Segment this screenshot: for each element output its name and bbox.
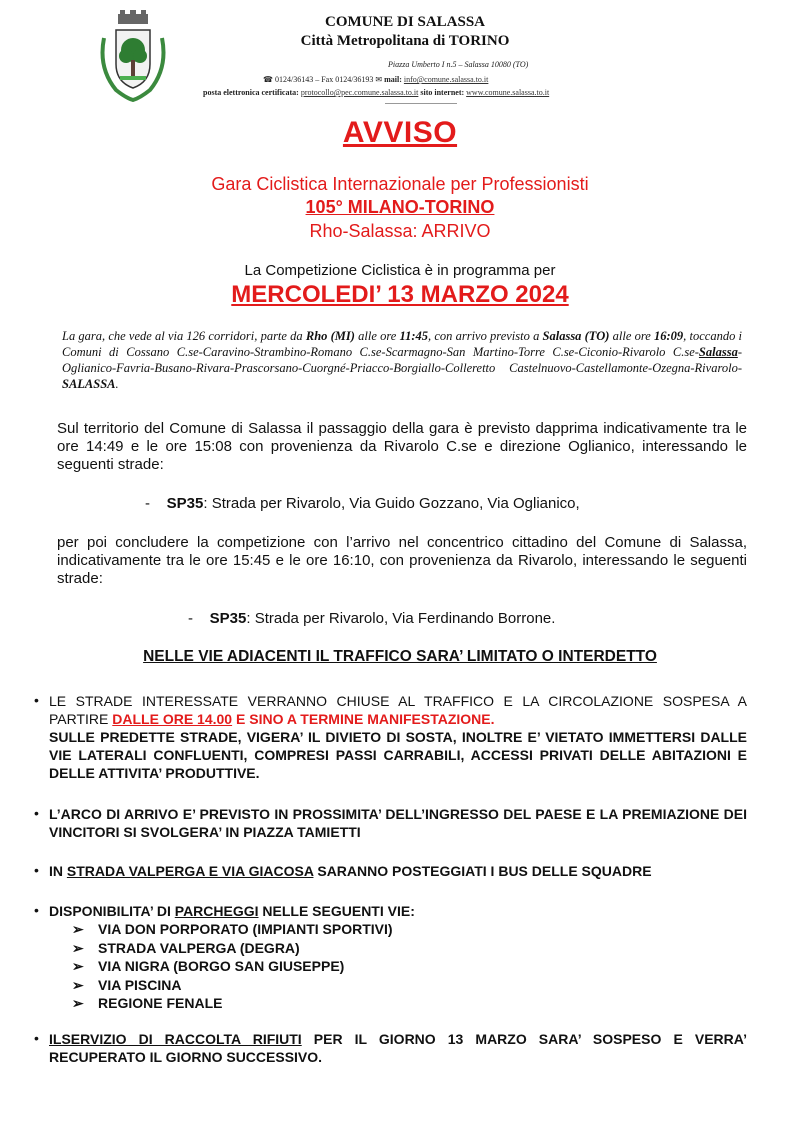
bullet-icon: • [34, 692, 39, 708]
notice-title: AVVISO [342, 116, 458, 149]
road-code: SP35 [166, 495, 204, 512]
team-bus-item [49, 862, 747, 880]
intro-salassa: Salassa [698, 345, 738, 359]
road-names: : Strada per Rivarolo, Via Guido Gozzano, Via Oglianico, [203, 495, 580, 512]
phone-fax: 0124/36143 – Fax 0124/36193 [274, 75, 374, 84]
letterhead [0, 0, 800, 112]
municipal-crest-icon [96, 8, 170, 102]
parking-word: PARCHEGGI [174, 903, 259, 919]
contact-line [263, 75, 488, 84]
bullet-icon: • [34, 805, 39, 821]
arrow-bullet-icon: ➢ [72, 939, 84, 956]
parking-location: VIA DON PORPORATO (IMPIANTI SPORTIVI) [98, 921, 393, 937]
road-list-item [188, 610, 555, 627]
parking-list [72, 920, 393, 1013]
road-names: : Strada per Rivarolo, Via Ferdinando Borrone. [246, 610, 556, 627]
mail-label: mail: [384, 75, 402, 84]
intro-start: Rho (MI) [305, 329, 355, 343]
comune-name: COMUNE DI SALASSA [324, 14, 486, 30]
dash-marker: - [188, 610, 193, 627]
road-closure-item [49, 692, 747, 782]
pec-label: posta elettronica certificata: [203, 88, 299, 97]
event-stage: Rho-Salassa: ARRIVO [309, 221, 491, 241]
parking-item [49, 902, 747, 920]
intro-finish: Salassa (TO) [542, 329, 610, 343]
closure-start-time: DALLE ORE 14.00 [112, 711, 233, 727]
list-item [72, 920, 393, 939]
parking-location: VIA PISCINA [98, 976, 182, 993]
intro-text: . [115, 377, 119, 391]
list-item [72, 957, 393, 976]
mail-icon: ✉ [375, 75, 383, 84]
first-passage-paragraph: Sul territorio del Comune di Salassa il passaggio della gara è previsto dapprima indicativamente tra le ore 14:49 e le ore 15:08 con provenienza da Rivarolo C.se e direzione Oglianico, interessando le seguenti strade: [57, 420, 747, 473]
event-schedule-intro: La Competizione Ciclistica è in programma per [244, 262, 556, 279]
parking-location: STRADA VALPERGA (DEGRA) [98, 939, 300, 956]
arrow-bullet-icon: ➢ [72, 958, 84, 974]
closure-text: LE STRADE INTERESSATE VERRANNO CHIUSE AL TRAFFICO E LA CIRCOLAZIONE SOSPESA A PARTIRE [49, 693, 747, 727]
site-link[interactable]: www.comune.salassa.to.it [466, 88, 550, 97]
site-label: sito internet: [420, 88, 465, 97]
intro-text: -Oglianico-Favria-Busano-Rivara-Prascorsano-Cuorgné-Priacco-Borgiallo-Colleretto Castelnuovo-Castellamonte-Ozegna-Rivarolo- [62, 345, 742, 375]
intro-text: , toccando i Comuni di Cossano C.se-Caravino-Strambino-Romano C.se-Scarmagno-San Martino-Torre C.se-Ciconio-Rivarolo C.se- [62, 329, 743, 359]
dash-marker: - [145, 495, 150, 512]
waste-text: PER IL GIORNO 13 MARZO SARA’ SOSPESO E VERRA’ RECUPERATO IL GIORNO SUCCESSIVO. [49, 1031, 747, 1065]
intro-finish-time: 16:09 [654, 329, 684, 343]
race-description [62, 328, 742, 392]
intro-text: La gara, che vede al via 126 corridori, parte da [62, 329, 306, 343]
arrow-bullet-icon: ➢ [72, 921, 84, 937]
arrow-bullet-icon: ➢ [72, 995, 84, 1011]
closure-end: E SINO A TERMINE MANIFESTAZIONE. [232, 711, 495, 727]
bus-text: SARANNO POSTEGGIATI I BUS DELLE SQUADRE [313, 863, 652, 879]
road-code: SP35 [209, 610, 247, 627]
intro-text: alle ore [609, 329, 654, 343]
citta-metropolitana: Città Metropolitana di TORINO [300, 33, 510, 49]
arrow-bullet-icon: ➢ [72, 976, 84, 993]
bullet-icon: • [34, 902, 39, 918]
event-date: MERCOLEDI’ 13 MARZO 2024 [231, 281, 569, 308]
pec-line [203, 88, 549, 97]
intro-text: alle ore [354, 329, 400, 343]
intro-salassa-final: SALASSA [62, 377, 116, 391]
parking-text: NELLE SEGUENTI VIE: [258, 903, 415, 919]
parking-location: REGIONE FENALE [98, 995, 223, 1011]
intro-text: , con arrivo previsto a [428, 329, 543, 343]
phone-icon: ☎ [263, 75, 273, 84]
bus-streets: STRADA VALPERGA E VIA GIACOSA [66, 863, 314, 879]
finish-arch-item: L’ARCO DI ARRIVO E’ PREVISTO IN PROSSIMITA’ DELL’INGRESSO DEL PAESE E LA PREMIAZIONE DEI VINCITORI SI SVOLGERA’ IN PIAZZA TAMIETTI [49, 806, 747, 840]
event-subtitle: Gara Ciclistica Internazionale per Professionisti [211, 174, 589, 194]
pec-link[interactable]: protocollo@pec.comune.salassa.to.it [300, 88, 419, 97]
event-name: 105° MILANO-TORINO [305, 197, 495, 217]
waste-service: ILSERVIZIO DI RACCOLTA RIFIUTI [49, 1031, 302, 1047]
bullet-icon: • [34, 862, 39, 878]
parking-ban-text: SULLE PREDETTE STRADE, VIGERA’ IL DIVIETO DI SOSTA, INOLTRE E’ VIETATO IMMETTERSI DALLE VIE LATERALI CONFLUENTI, COMPRESI PASSI CARRABILI, ACCESSI PRIVATI DELLE ABITAZIONI E DELLE ATTIVITA’ PRODUTTIVE. [49, 729, 747, 781]
bullet-icon: • [34, 1030, 39, 1046]
list-item [72, 976, 393, 995]
bus-text: IN [49, 863, 67, 879]
intro-start-time: 11:45 [399, 329, 428, 343]
waste-collection-item [49, 1030, 747, 1066]
list-item [72, 939, 393, 958]
finish-paragraph: per poi concludere la competizione con l’arrivo nel concentrico cittadino del Comune di Salassa, indicativamente tra le ore 15:45 e le ore 16:10, con provenienza da Rivarolo, interessando le seguenti strade: [57, 534, 747, 587]
traffic-notice-heading: NELLE VIE ADIACENTI IL TRAFFICO SARA’ LIMITATO O INTERDETTO [143, 648, 657, 665]
parking-location: VIA NIGRA (BORGO SAN GIUSEPPE) [98, 958, 345, 974]
header-divider [385, 103, 457, 104]
mail-link[interactable]: info@comune.salassa.to.it [403, 75, 489, 84]
list-item [72, 994, 393, 1013]
road-list-item [145, 495, 580, 512]
address: Piazza Umberto I n.5 – Salassa 10080 (TO) [388, 60, 529, 69]
parking-text: DISPONIBILITA’ DI [49, 903, 175, 919]
